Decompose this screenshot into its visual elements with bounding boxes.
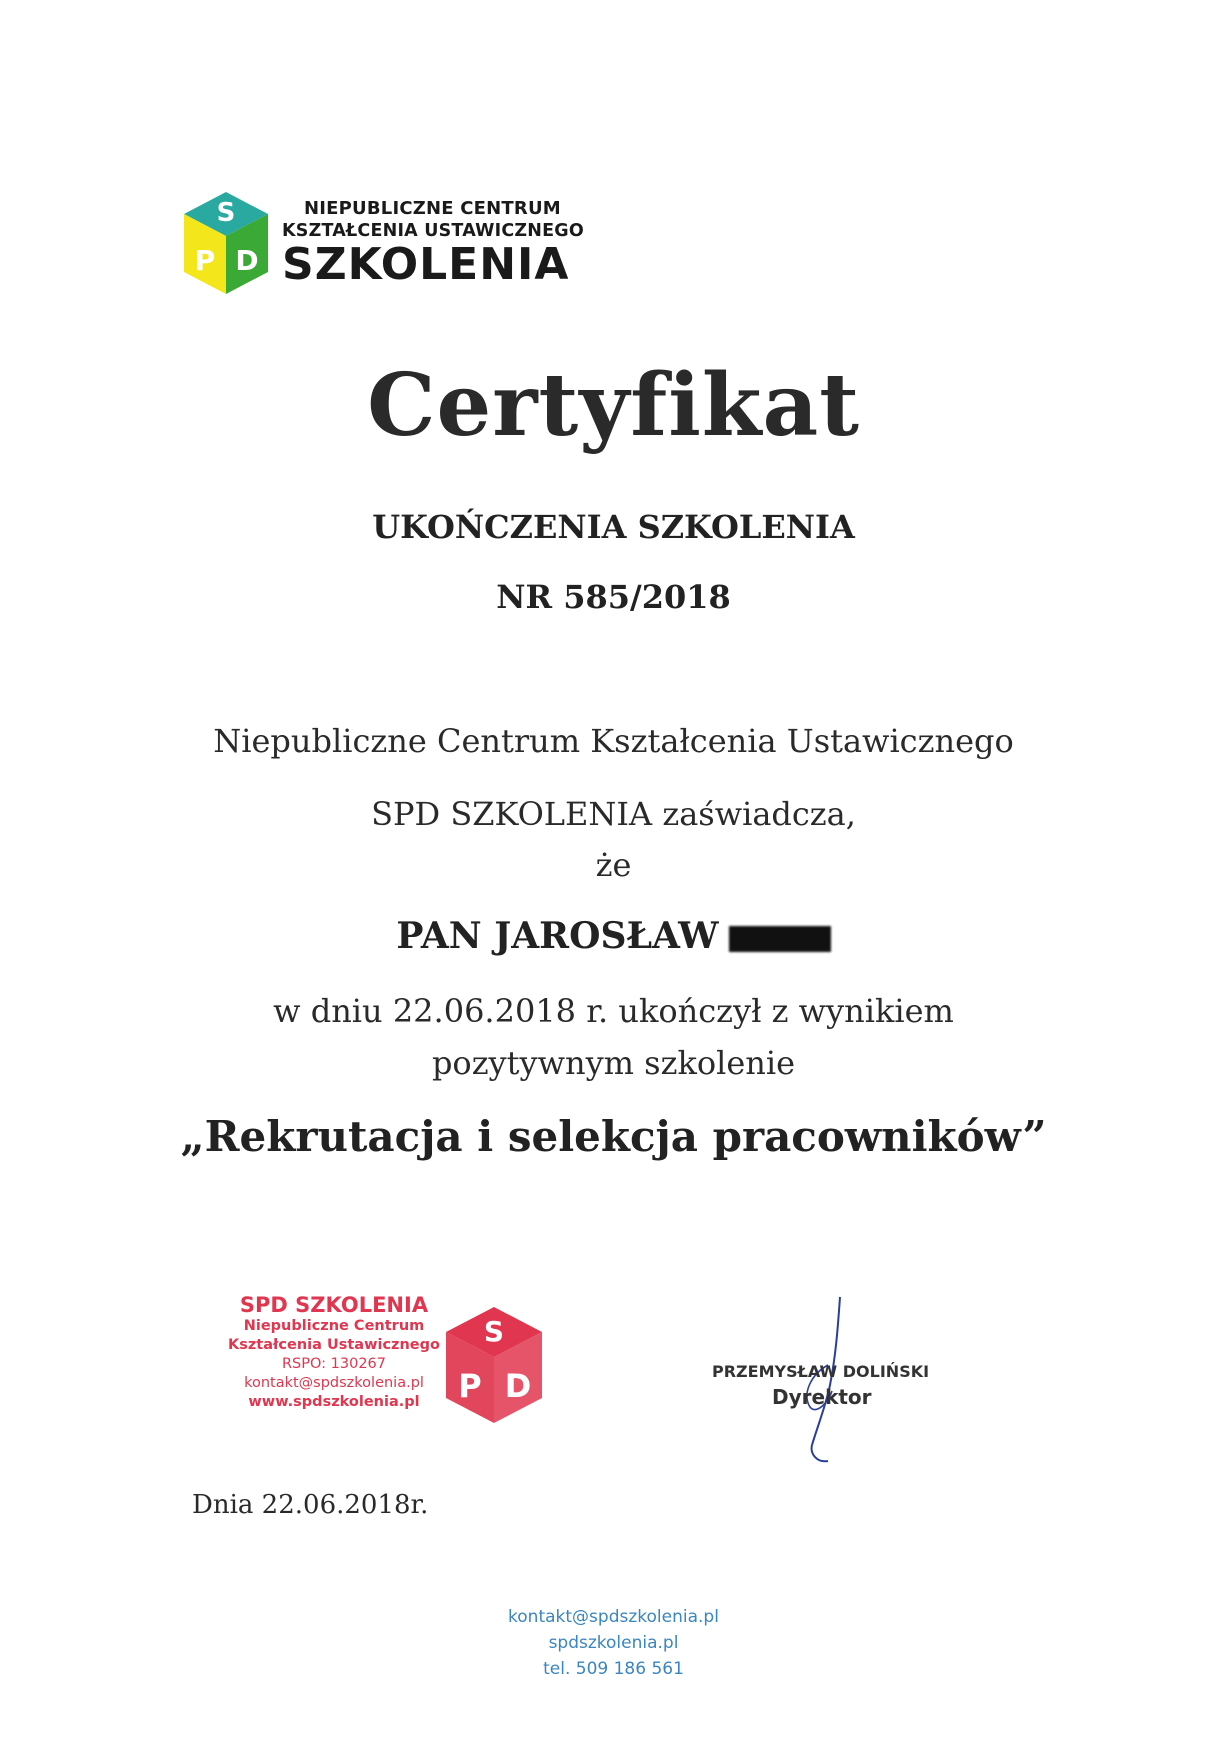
- footer-website: spdszkolenia.pl: [548, 1633, 679, 1653]
- logo-line-3: SZKOLENIA: [282, 239, 570, 290]
- logo-wordmark: [282, 198, 584, 290]
- svg-text:S: S: [483, 1315, 505, 1348]
- redaction-bar: [729, 926, 831, 952]
- svg-text:P: P: [194, 244, 216, 277]
- footer-email: kontakt@spdszkolenia.pl: [508, 1607, 719, 1627]
- signer-name: PRZEMYSŁAW DOLIŃSKI: [712, 1362, 930, 1381]
- stamp-line-1: Niepubliczne Centrum: [243, 1318, 425, 1334]
- recipient-name-text: PAN JAROSŁAW: [396, 915, 719, 957]
- footer-phone: tel. 509 186 561: [543, 1659, 684, 1679]
- certificate-title: Certyfikat: [367, 355, 860, 456]
- stamp-name: SPD SZKOLENIA: [239, 1293, 429, 1317]
- certificate-number: NR 585/2018: [496, 578, 731, 616]
- spd-cube-logo: [180, 190, 272, 300]
- completion-line-1: w dniu 22.06.2018 r. ukończył z wynikiem: [273, 992, 954, 1030]
- company-stamp: [228, 1293, 440, 1412]
- conjunction-line: że: [595, 846, 632, 884]
- svg-text:D: D: [504, 1367, 532, 1405]
- organization-line-1: Niepubliczne Centrum Kształcenia Ustawicznego: [213, 722, 1014, 760]
- stamp-line-2: Kształcenia Ustawicznego: [228, 1337, 440, 1353]
- organization-line-2: SPD SZKOLENIA zaświadcza,: [371, 795, 856, 833]
- course-name: „Rekrutacja i selekcja pracowników”: [180, 1112, 1047, 1161]
- stamp-rspo: RSPO: 130267: [281, 1356, 387, 1372]
- stamp-email: kontakt@spdszkolenia.pl: [244, 1375, 424, 1391]
- svg-text:P: P: [458, 1367, 482, 1405]
- svg-text:S: S: [216, 198, 236, 228]
- issue-date: Dnia 22.06.2018r.: [192, 1490, 429, 1520]
- certificate-subtitle: UKOŃCZENIA SZKOLENIA: [372, 508, 855, 546]
- completion-line-2: pozytywnym szkolenie: [431, 1044, 796, 1082]
- stamp-website: www.spdszkolenia.pl: [248, 1394, 420, 1410]
- recipient-name: [0, 915, 1227, 957]
- svg-text:D: D: [235, 244, 259, 277]
- stamp-cube-icon: [442, 1305, 546, 1427]
- signer-role: Dyrektor: [772, 1385, 872, 1409]
- logo-line-1: NIEPUBLICZNE CENTRUM: [304, 198, 561, 219]
- logo-line-2: KSZTAŁCENIA USTAWICZNEGO: [282, 221, 584, 241]
